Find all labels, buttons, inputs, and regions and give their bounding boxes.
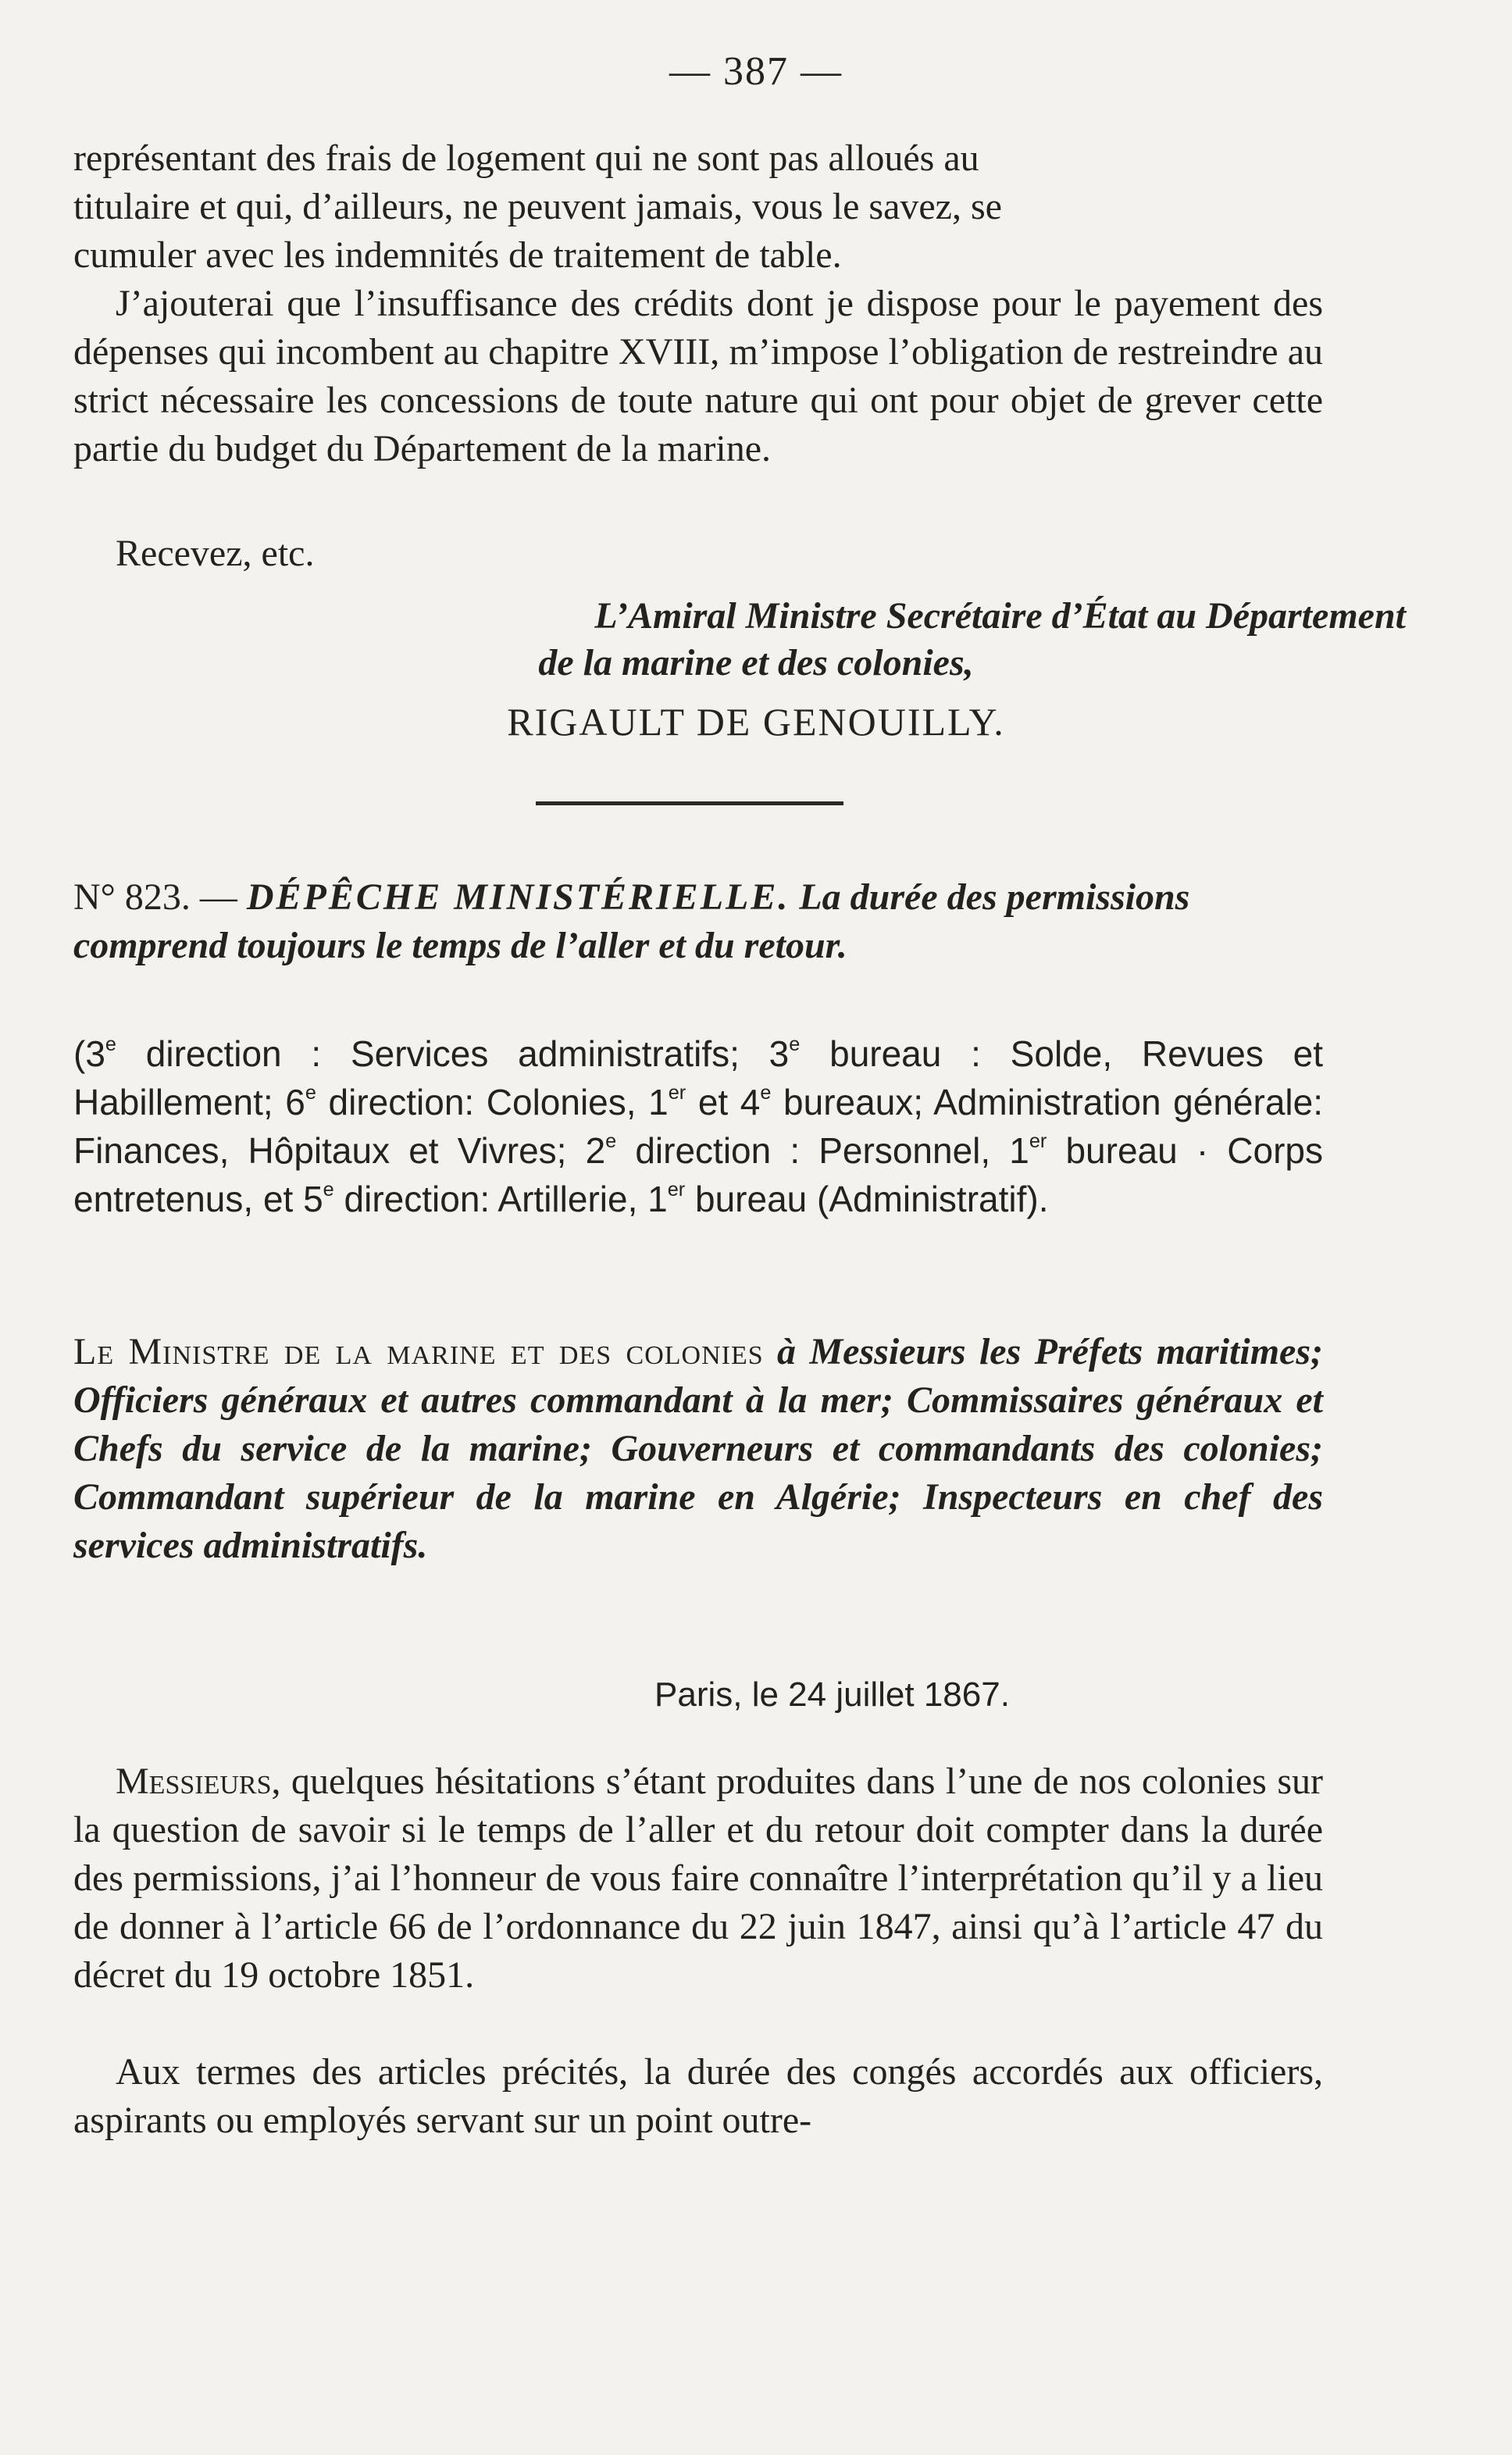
address-preposition: à (763, 1331, 810, 1372)
direction-text: direction : Services administratifs; 3 (116, 1033, 790, 1074)
direction-text: direction: Artillerie, 1 (333, 1179, 668, 1219)
direction-text: direction: Colonies, 1 (316, 1082, 669, 1122)
continuation-line-1: représentant des frais de logement qui ne sont pas alloués au (73, 137, 979, 179)
dispatch-title: DÉPÊCHE MINISTÉRIELLE. (246, 876, 790, 918)
ordinal-suffix: er (668, 1081, 686, 1104)
body-paragraph-1 (73, 1757, 1323, 2000)
dispatch-subtitle: La durée des permissions comprend toujours le temps de l’aller et du retour. (73, 876, 1190, 966)
direction-text: et 4 (686, 1082, 761, 1122)
ordinal-suffix: e (605, 1129, 617, 1152)
direction-text: direction : Personnel, 1 (616, 1130, 1029, 1171)
direction-text: bureau (Administratif). (685, 1179, 1049, 1219)
direction-list (73, 1029, 1323, 1223)
ordinal-suffix: er (1029, 1129, 1047, 1152)
dispatch-heading (73, 873, 1323, 970)
page-number: — 387 — (669, 49, 843, 94)
direction-text: bureau : Solde, Revues et Habillement; 6 (73, 1033, 1323, 1122)
ordinal-suffix: e (305, 1081, 316, 1104)
place-date: Paris, le 24 juillet 1867. (654, 1675, 1010, 1714)
continuation-line-3: cumuler avec les indemnités de traitement de table. (73, 234, 842, 276)
dispatch-dash: — (190, 876, 247, 918)
paragraph-continuation (73, 134, 1323, 280)
salutation: Messieurs (116, 1761, 272, 1802)
address-lead: Le Ministre de la marine et des colonies (73, 1331, 764, 1372)
signature-name: RIGAULT DE GENOUILLY. (507, 700, 1005, 744)
paragraph-budget: J’ajouterai que l’insuffisance des crédits dont je dispose pour le payement des dépenses qui incombent au chapitre XVIII, m’impose l’obligation de restreindre au strict nécessaire les concessions de toute nature qui ont pour objet de grever cette partie du budget du Département de la marine. (73, 283, 1323, 469)
address-recipients: Messieurs les Préfets maritimes; Officiers généraux et autres commandant à la mer; Commissaires généraux et Chefs du service de la marine; Gouverneurs et commandants des colonies; Commandant supérieur de la marine en Algérie; Inspecteurs en chef des services administratifs. (73, 1331, 1324, 1566)
ordinal-suffix: e (105, 1033, 116, 1055)
dispatch-number: N° 823. (73, 876, 191, 918)
signature-title-continued: de la marine et des colonies, (538, 642, 974, 683)
closing-formula: Recevez, etc. (116, 533, 315, 574)
section-divider (536, 801, 843, 805)
body-paragraph-2: Aux termes des articles précités, la durée des congés accordés aux officiers, aspirants ou employés servant sur un point outre- (73, 2051, 1323, 2141)
body-text: , quelques hésitations s’étant produites dans l’une de nos colonies sur la question de savoir si le temps de l’aller et du retour doit compter dans la durée des permissions, j’ai l’honneur de vous faire connaître l’interprétation qu’il y a lieu de donner à l’article 66 de l’ordonnance du 22 juin 1847, ainsi qu’à l’article 47 du décret du 19 octobre 1851. (73, 1761, 1323, 1996)
signature-title: L’Amiral Ministre Secrétaire d’État au Département (594, 595, 1406, 637)
ordinal-suffix: e (789, 1033, 801, 1055)
direction-text: bureau · Corps entretenus, et 5 (73, 1130, 1323, 1219)
continuation-line-2: titulaire et qui, d’ailleurs, ne peuvent jamais, vous le savez, se (73, 186, 1002, 227)
ordinal-suffix: er (667, 1178, 686, 1201)
ordinal-suffix: e (323, 1178, 334, 1201)
address-block (73, 1328, 1323, 1570)
direction-text: bureaux; Administration générale: Finances, Hôpitaux et Vivres; 2 (73, 1082, 1323, 1171)
direction-text: (3 (73, 1033, 105, 1074)
ordinal-suffix: e (760, 1081, 772, 1104)
